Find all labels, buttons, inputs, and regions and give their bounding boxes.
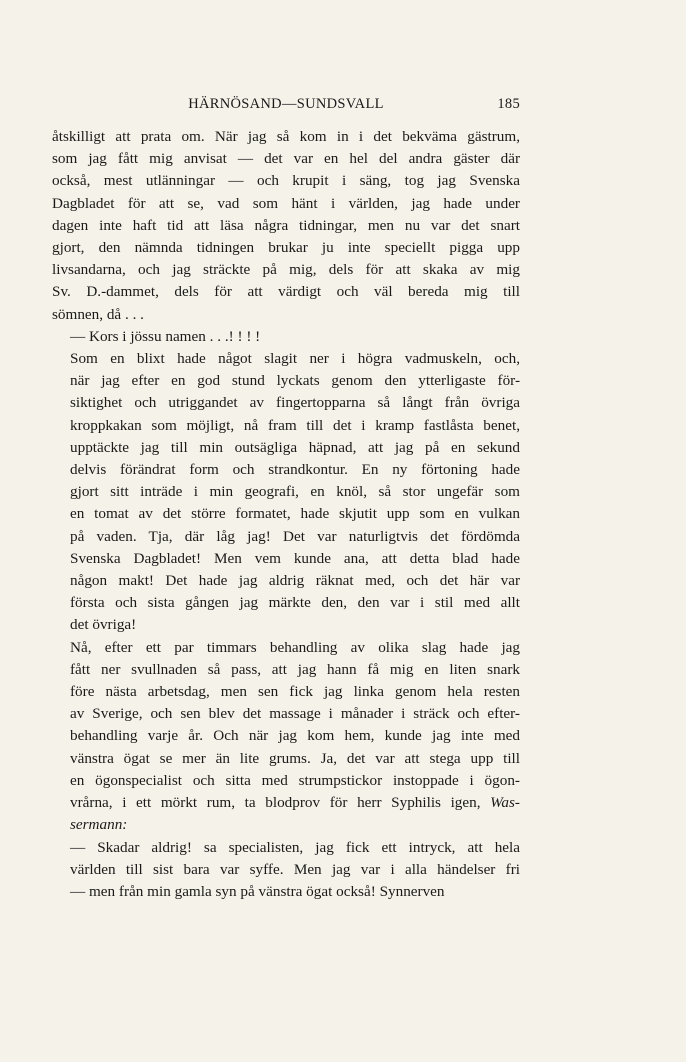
text-line: Nå, efter ett par timmars behandling av olika slag hade jag — [70, 638, 520, 656]
text-line: världen till sist bara var syffe. Men jag var i alla händelser fri — [70, 860, 520, 878]
text-line: det övriga! — [70, 616, 137, 634]
running-title: HÄRNÖSAND—SUNDSVALL — [188, 96, 384, 112]
text-line: delvis förändrat form och strandkontur. En ny förtoning hade — [70, 461, 520, 479]
text-line: sermann: — [70, 816, 128, 834]
page-number: 185 — [497, 96, 520, 112]
text-line: också, mest utlänningar — och krupit i säng, tog jag Svenska — [52, 172, 520, 190]
text-line: Sv. D.-dammet, dels för att värdigt och väl bereda mig till — [52, 283, 520, 301]
text-line: — men från min gamla syn på vänstra ögat också! Synnerven — [70, 882, 445, 900]
text-line: åtskilligt att prata om. När jag så kom in i det bekväma gästrum, — [52, 128, 520, 145]
body-text — [52, 126, 520, 903]
text-line: sömnen, då . . . — [52, 305, 144, 323]
running-header — [52, 96, 520, 114]
text-line: — Skadar aldrig! sa specialisten, jag fick ett intryck, att hela — [70, 838, 520, 856]
text-line: på vaden. Tja, där låg jag! Det var naturligtvis det fördömda — [70, 527, 520, 545]
paragraph — [52, 326, 520, 348]
text-line: Som en blixt hade något slagit ner i högra vadmuskeln, och, — [70, 350, 520, 368]
text-line: — Kors i jössu namen . . .! ! ! ! — [70, 327, 261, 345]
text-line: dagen inte haft tid att läsa några tidningar, men nu var det snart — [52, 216, 520, 234]
paragraph — [52, 637, 520, 837]
text-line: när jag efter en god stund lyckats genom den ytterligaste för- — [70, 372, 520, 390]
book-page — [52, 96, 520, 903]
text-line: före nästa arbetsdag, men sen fick jag linka genom hela resten — [70, 683, 520, 701]
paragraph — [52, 348, 520, 637]
text-line: gjort, den nämnda tidningen brukar ju inte speciellt pigga upp — [52, 239, 520, 257]
text-line: livsandarna, och jag sträckte på mig, dels för att skaka av mig — [52, 261, 520, 279]
text-line: behandling varje år. Och när jag kom hem, kunde jag inte med — [70, 727, 520, 745]
text-line: någon makt! Det hade jag aldrig räknat med, och det här var — [70, 572, 520, 590]
text-line: vrårna, i ett mörkt rum, ta blodprov för herr Syphilis igen, Was- — [70, 794, 520, 812]
paragraph — [52, 126, 520, 326]
text-line: gjort sitt inträde i min geografi, en knöl, så stor ungefär som — [70, 483, 520, 501]
text-line: Svenska Dagbladet! Men vem kunde ana, att detta blad hade — [70, 549, 520, 567]
text-line: fått ner svullnaden så pass, att jag hann få mig en liten snark — [70, 660, 520, 678]
text-line: upptäckte jag till min outsägliga häpnad, att jag på en sekund — [70, 438, 520, 456]
text-line: vänstra ögat se mer än lite grums. Ja, det var att stega upp till — [70, 749, 520, 767]
text-line: första och sista gången jag märkte den, den var i stil med allt — [70, 594, 520, 612]
text-line: Dagbladet för att se, vad som hänt i världen, jag hade under — [52, 194, 520, 212]
text-line: kroppkakan som möjligt, nå fram till det i kramp fastlåsta benet, — [70, 416, 520, 434]
paragraph — [52, 837, 520, 904]
text-line: som jag fått mig anvisat — det var en hel del andra gäster där — [52, 150, 520, 168]
text-line: en ögonspecialist och sitta med strumpstickor instoppade i ögon- — [70, 771, 520, 789]
text-line: siktighet och utriggandet av fingertopparna så långt från övriga — [70, 394, 520, 412]
text-line: av Sverige, och sen blev det massage i månader i sträck och efter- — [70, 705, 520, 723]
text-line: en tomat av det större formatet, hade skjutit upp som en vulkan — [70, 505, 520, 523]
